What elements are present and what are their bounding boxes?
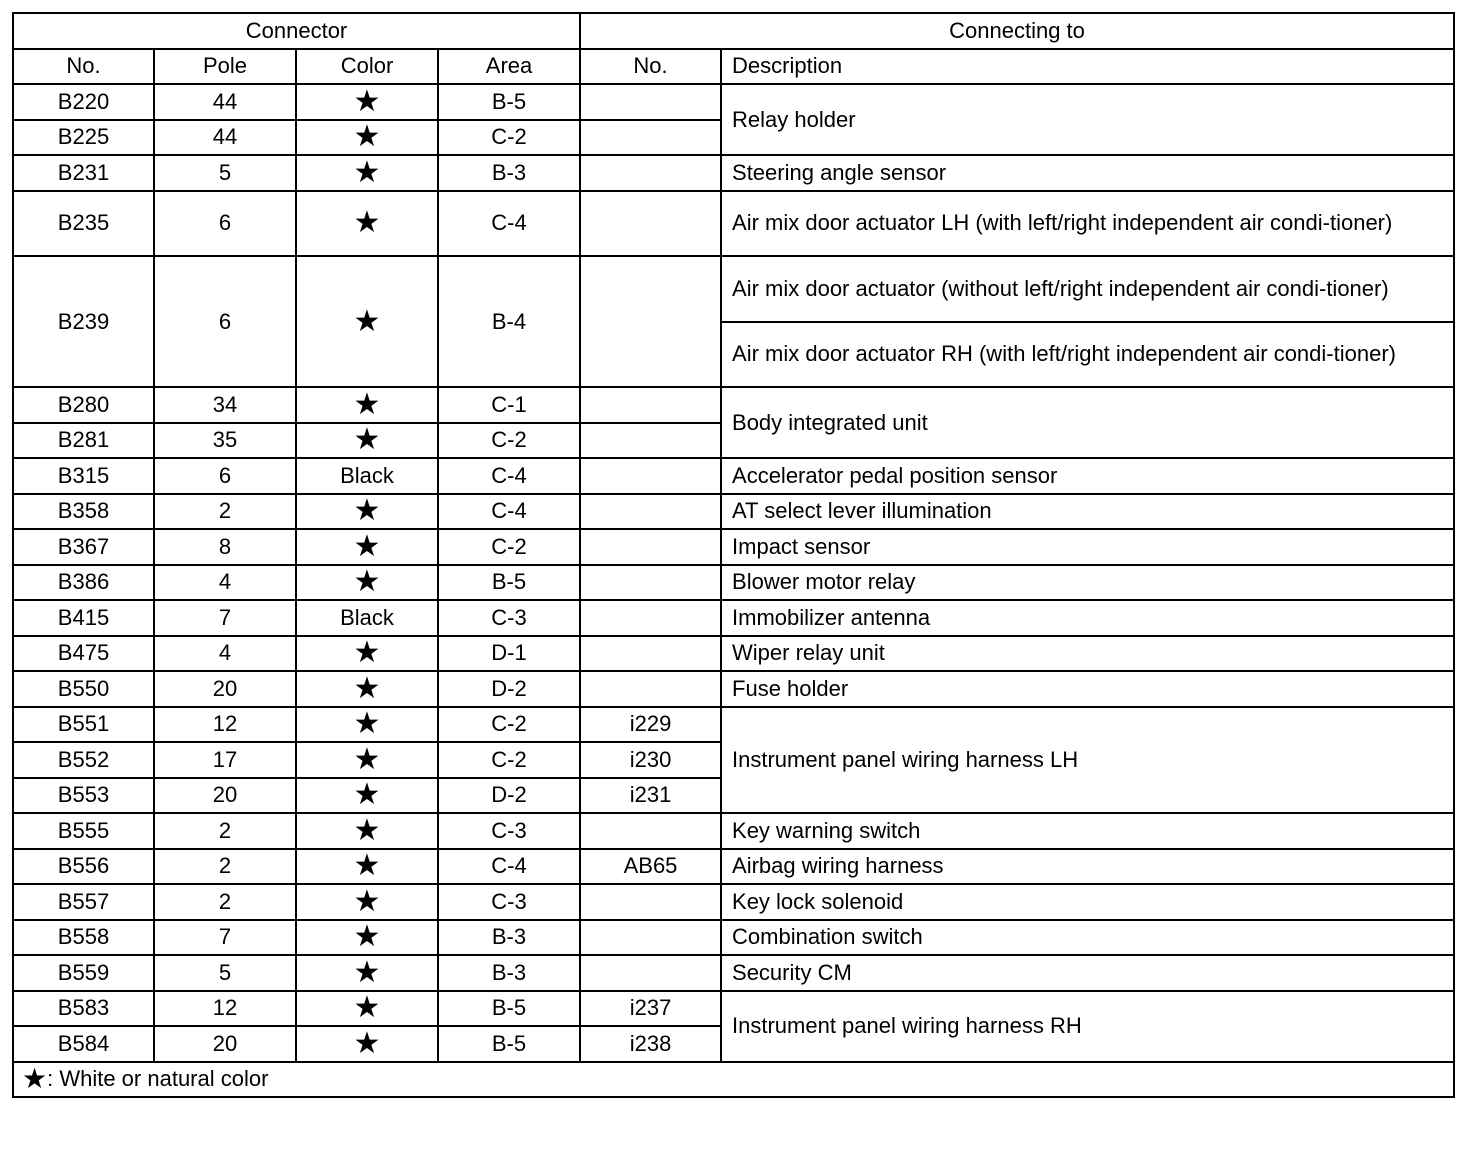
- cell-area: C-2: [438, 120, 580, 156]
- legend: [13, 1062, 1454, 1098]
- table-row: [13, 707, 1454, 743]
- cell-area: C-4: [438, 494, 580, 530]
- cell-description: Fuse holder: [721, 671, 1454, 707]
- table-row: [13, 955, 1454, 991]
- table-row: [13, 884, 1454, 920]
- cell-color: Black: [296, 458, 438, 494]
- cell-area: D-2: [438, 671, 580, 707]
- cell-no: B558: [13, 920, 154, 956]
- cell-area: B-4: [438, 256, 580, 387]
- cell-description: Key lock solenoid: [721, 884, 1454, 920]
- cell-area: D-2: [438, 778, 580, 814]
- cell-description: Security CM: [721, 955, 1454, 991]
- cell-description: Instrument panel wiring harness LH: [721, 707, 1454, 814]
- cell-pole: 44: [154, 84, 296, 120]
- cell-area: C-3: [438, 884, 580, 920]
- cell-no: B235: [13, 191, 154, 257]
- cell-no: B220: [13, 84, 154, 120]
- cell-description: Immobilizer antenna: [721, 600, 1454, 636]
- cell-area: B-5: [438, 991, 580, 1027]
- table-row: [13, 671, 1454, 707]
- cell-connecting-no: i238: [580, 1026, 721, 1062]
- cell-description: Airbag wiring harness: [721, 849, 1454, 885]
- cell-no: B551: [13, 707, 154, 743]
- cell-connecting-no: i231: [580, 778, 721, 814]
- cell-pole: 17: [154, 742, 296, 778]
- cell-pole: 2: [154, 813, 296, 849]
- header-connector: Connector: [13, 13, 580, 49]
- cell-connecting-no: [580, 494, 721, 530]
- cell-color: ★: [296, 884, 438, 920]
- cell-color: ★: [296, 191, 438, 257]
- cell-no: B367: [13, 529, 154, 565]
- table-row: [13, 529, 1454, 565]
- table-row: [13, 84, 1454, 120]
- cell-no: B281: [13, 423, 154, 459]
- table-row: [13, 494, 1454, 530]
- cell-description: Air mix door actuator RH (with left/right independent air condi-tioner): [721, 322, 1454, 388]
- cell-connecting-no: [580, 191, 721, 257]
- cell-connecting-no: [580, 955, 721, 991]
- cell-pole: 6: [154, 458, 296, 494]
- cell-pole: 8: [154, 529, 296, 565]
- cell-color: ★: [296, 120, 438, 156]
- cell-no: B315: [13, 458, 154, 494]
- cell-no: B550: [13, 671, 154, 707]
- table-row: [13, 920, 1454, 956]
- cell-pole: 35: [154, 423, 296, 459]
- cell-color: ★: [296, 920, 438, 956]
- col-header-area: Area: [438, 49, 580, 85]
- cell-no: B475: [13, 636, 154, 672]
- cell-color: ★: [296, 529, 438, 565]
- cell-color: ★: [296, 387, 438, 423]
- cell-area: C-4: [438, 191, 580, 257]
- cell-connecting-no: [580, 565, 721, 601]
- cell-connecting-no: [580, 671, 721, 707]
- col-header-color: Color: [296, 49, 438, 85]
- cell-color: ★: [296, 991, 438, 1027]
- cell-area: B-5: [438, 565, 580, 601]
- cell-description: Wiper relay unit: [721, 636, 1454, 672]
- header-group-row: [13, 13, 1454, 49]
- cell-color: ★: [296, 742, 438, 778]
- connector-table: [12, 12, 1455, 1098]
- cell-area: B-5: [438, 84, 580, 120]
- cell-description: Instrument panel wiring harness RH: [721, 991, 1454, 1062]
- cell-connecting-no: [580, 256, 721, 387]
- header-columns-row: [13, 49, 1454, 85]
- cell-pole: 7: [154, 920, 296, 956]
- cell-description: Combination switch: [721, 920, 1454, 956]
- cell-connecting-no: [580, 884, 721, 920]
- cell-color: ★: [296, 84, 438, 120]
- cell-pole: 20: [154, 671, 296, 707]
- cell-color: ★: [296, 636, 438, 672]
- cell-color: ★: [296, 849, 438, 885]
- cell-color: ★: [296, 778, 438, 814]
- cell-area: B-5: [438, 1026, 580, 1062]
- cell-connecting-no: [580, 387, 721, 423]
- cell-area: C-1: [438, 387, 580, 423]
- cell-connecting-no: [580, 84, 721, 120]
- cell-area: C-2: [438, 707, 580, 743]
- table-row: [13, 387, 1454, 423]
- cell-no: B555: [13, 813, 154, 849]
- cell-no: B358: [13, 494, 154, 530]
- cell-no: B280: [13, 387, 154, 423]
- cell-description: Air mix door actuator LH (with left/right independent air condi-tioner): [721, 191, 1454, 257]
- cell-description: Air mix door actuator (without left/right independent air condi-tioner): [721, 256, 1454, 322]
- cell-no: B415: [13, 600, 154, 636]
- cell-connecting-no: [580, 600, 721, 636]
- cell-area: C-4: [438, 849, 580, 885]
- cell-color: ★: [296, 256, 438, 387]
- header-connecting-to: Connecting to: [580, 13, 1454, 49]
- cell-connecting-no: [580, 636, 721, 672]
- cell-connecting-no: [580, 813, 721, 849]
- cell-no: B553: [13, 778, 154, 814]
- cell-no: B552: [13, 742, 154, 778]
- cell-no: B584: [13, 1026, 154, 1062]
- cell-area: B-3: [438, 155, 580, 191]
- cell-color: ★: [296, 565, 438, 601]
- cell-connecting-no: [580, 423, 721, 459]
- cell-pole: 7: [154, 600, 296, 636]
- cell-pole: 20: [154, 1026, 296, 1062]
- table-row: [13, 991, 1454, 1027]
- cell-connecting-no: i237: [580, 991, 721, 1027]
- cell-color: ★: [296, 1026, 438, 1062]
- table-row: [13, 849, 1454, 885]
- cell-no: B231: [13, 155, 154, 191]
- cell-connecting-no: [580, 529, 721, 565]
- cell-no: B583: [13, 991, 154, 1027]
- cell-no: B386: [13, 565, 154, 601]
- cell-pole: 5: [154, 155, 296, 191]
- cell-color: ★: [296, 155, 438, 191]
- cell-description: Key warning switch: [721, 813, 1454, 849]
- cell-description: Relay holder: [721, 84, 1454, 155]
- cell-description: Accelerator pedal position sensor: [721, 458, 1454, 494]
- table-row: [13, 191, 1454, 257]
- cell-no: B239: [13, 256, 154, 387]
- cell-connecting-no: [580, 155, 721, 191]
- table-row: [13, 813, 1454, 849]
- legend-text: : White or natural color: [47, 1066, 269, 1092]
- cell-pole: 6: [154, 256, 296, 387]
- cell-area: B-3: [438, 920, 580, 956]
- cell-area: B-3: [438, 955, 580, 991]
- cell-connecting-no: [580, 458, 721, 494]
- cell-color: ★: [296, 494, 438, 530]
- table-row: [13, 565, 1454, 601]
- cell-connecting-no: [580, 120, 721, 156]
- cell-connecting-no: AB65: [580, 849, 721, 885]
- cell-pole: 34: [154, 387, 296, 423]
- legend-row: [13, 1062, 1454, 1098]
- cell-area: C-3: [438, 813, 580, 849]
- cell-description: Blower motor relay: [721, 565, 1454, 601]
- cell-description: AT select lever illumination: [721, 494, 1454, 530]
- col-header-no: No.: [13, 49, 154, 85]
- cell-connecting-no: i229: [580, 707, 721, 743]
- cell-pole: 2: [154, 884, 296, 920]
- cell-color: ★: [296, 423, 438, 459]
- table-row: [13, 636, 1454, 672]
- cell-no: B556: [13, 849, 154, 885]
- table-row: [13, 458, 1454, 494]
- cell-area: C-2: [438, 742, 580, 778]
- table-row: [13, 600, 1454, 636]
- cell-pole: 4: [154, 565, 296, 601]
- cell-area: C-4: [438, 458, 580, 494]
- cell-description: Body integrated unit: [721, 387, 1454, 458]
- cell-color: Black: [296, 600, 438, 636]
- cell-color: ★: [296, 955, 438, 991]
- cell-pole: 6: [154, 191, 296, 257]
- cell-area: D-1: [438, 636, 580, 672]
- cell-pole: 20: [154, 778, 296, 814]
- cell-no: B225: [13, 120, 154, 156]
- cell-color: ★: [296, 707, 438, 743]
- col-header-connecting-no: No.: [580, 49, 721, 85]
- cell-connecting-no: [580, 920, 721, 956]
- cell-pole: 2: [154, 494, 296, 530]
- col-header-description: Description: [721, 49, 1454, 85]
- cell-area: C-2: [438, 529, 580, 565]
- table-row: [13, 155, 1454, 191]
- cell-area: C-2: [438, 423, 580, 459]
- table-row: [13, 256, 1454, 322]
- cell-description: Steering angle sensor: [721, 155, 1454, 191]
- cell-connecting-no: i230: [580, 742, 721, 778]
- cell-description: Impact sensor: [721, 529, 1454, 565]
- cell-pole: 2: [154, 849, 296, 885]
- cell-pole: 5: [154, 955, 296, 991]
- cell-color: ★: [296, 813, 438, 849]
- col-header-pole: Pole: [154, 49, 296, 85]
- cell-pole: 12: [154, 707, 296, 743]
- star-icon: ★: [22, 1063, 48, 1095]
- cell-pole: 12: [154, 991, 296, 1027]
- cell-pole: 4: [154, 636, 296, 672]
- cell-area: C-3: [438, 600, 580, 636]
- cell-no: B557: [13, 884, 154, 920]
- cell-pole: 44: [154, 120, 296, 156]
- cell-no: B559: [13, 955, 154, 991]
- cell-color: ★: [296, 671, 438, 707]
